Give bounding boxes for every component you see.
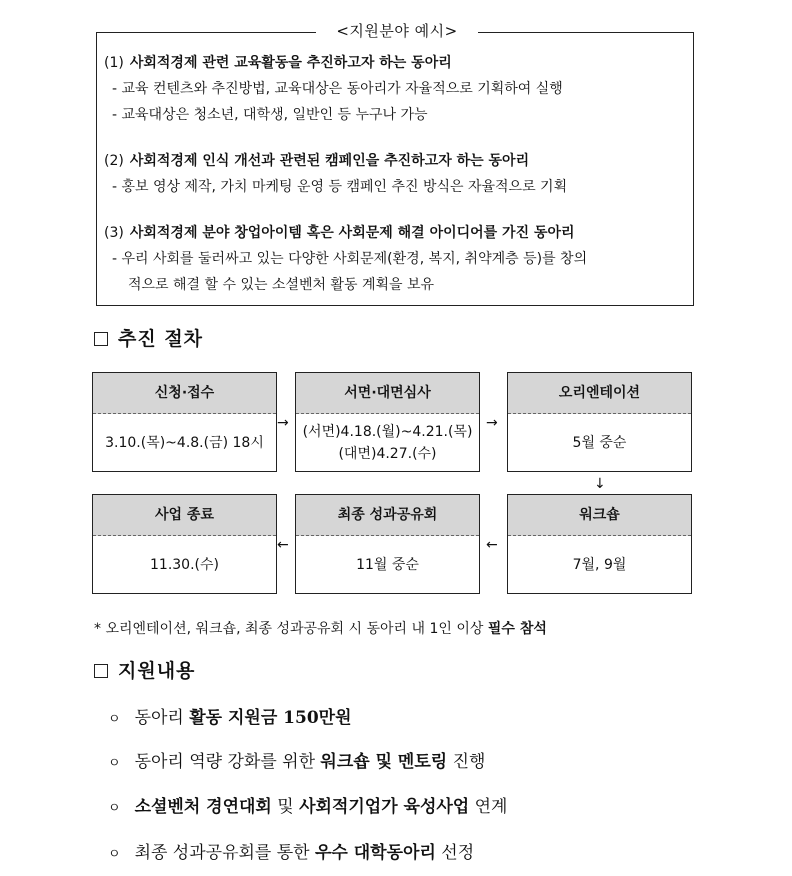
circle-bullet-icon: ㅇ (108, 712, 121, 727)
step-title: 워크숍 (508, 495, 691, 536)
step-title: 오리엔테이션 (508, 373, 691, 414)
arrow-left-icon: ← (277, 537, 289, 553)
step-title: 사업 종료 (93, 495, 276, 536)
step-application (92, 372, 277, 472)
attendance-note: * 오리엔테이션, 워크숍, 최종 성과공유회 시 동아리 내 1인 이상 필수 참석 (94, 621, 547, 637)
item-heading: 사회적경제 인식 개선과 관련된 캠페인을 추진하고자 하는 동아리 (129, 153, 530, 169)
support-area-item-3 (104, 220, 694, 298)
step-end (92, 494, 277, 594)
support-area-list (104, 50, 694, 298)
support-area-title: <지원분야 예시> (316, 18, 478, 44)
required-attendance: 필수 참석 (487, 621, 547, 637)
arrow-right-icon: → (277, 415, 289, 431)
step-title: 신청·접수 (93, 373, 276, 414)
item-detail: - 교육대상은 청소년, 대학생, 일반인 등 누구나 가능 (112, 107, 428, 123)
arrow-left-icon: ← (486, 537, 498, 553)
step-detail: (대면)4.27.(수) (338, 446, 437, 462)
contents-item-1: ㅇ 동아리 활동 지원금 150만원 (108, 708, 352, 728)
square-bullet-icon (94, 664, 108, 678)
step-orientation (507, 372, 692, 472)
step-detail: (서면)4.18.(월)~4.21.(목) (302, 424, 473, 440)
step-detail: 11월 중순 (356, 557, 419, 573)
contents-heading: 지원내용 (94, 656, 195, 686)
step-detail: 11.30.(수) (150, 557, 219, 573)
step-detail: 3.10.(목)~4.8.(금) 18시 (105, 435, 264, 451)
step-detail: 5월 중순 (572, 435, 627, 451)
step-title: 최종 성과공유회 (296, 495, 479, 536)
item-heading: 사회적경제 관련 교육활동을 추진하고자 하는 동아리 (129, 55, 452, 71)
arrow-right-icon: → (486, 415, 498, 431)
item-detail: - 우리 사회를 둘러싸고 있는 다양한 사회문제(환경, 복지, 취약계층 등)를 창의 (112, 251, 588, 267)
item-number: (2) (104, 153, 124, 169)
item-detail-continued: 적으로 해결 할 수 있는 소셜벤처 활동 계획을 보유 (128, 277, 435, 293)
step-detail: 7월, 9월 (572, 557, 627, 573)
contents-item-3: ㅇ 소셜벤처 경연대회 및 사회적기업가 육성사업 연계 (108, 797, 508, 817)
item-detail: - 홍보 영상 제작, 가치 마케팅 운영 등 캠페인 추진 방식은 자율적으로 기획 (112, 179, 568, 195)
circle-bullet-icon: ㅇ (108, 847, 121, 862)
step-workshop (507, 494, 692, 594)
procedure-heading: 추진 절차 (94, 324, 203, 354)
step-final-sharing (295, 494, 480, 594)
arrow-down-icon: ↓ (594, 476, 606, 492)
square-bullet-icon (94, 332, 108, 346)
item-number: (1) (104, 55, 124, 71)
circle-bullet-icon: ㅇ (108, 756, 121, 771)
support-area-item-2 (104, 148, 694, 200)
support-area-item-1 (104, 50, 694, 128)
item-number: (3) (104, 225, 124, 241)
contents-item-2: ㅇ 동아리 역량 강화를 위한 워크숍 및 멘토링 진행 (108, 752, 486, 772)
contents-item-4: ㅇ 최종 성과공유회를 통한 우수 대학동아리 선정 (108, 843, 475, 863)
circle-bullet-icon: ㅇ (108, 801, 121, 816)
step-title: 서면·대면심사 (296, 373, 479, 414)
item-detail: - 교육 컨텐츠와 추진방법, 교육대상은 동아리가 자율적으로 기획하여 실행 (112, 81, 563, 97)
step-review (295, 372, 480, 472)
item-heading: 사회적경제 분야 창업아이템 혹은 사회문제 해결 아이디어를 가진 동아리 (129, 225, 575, 241)
